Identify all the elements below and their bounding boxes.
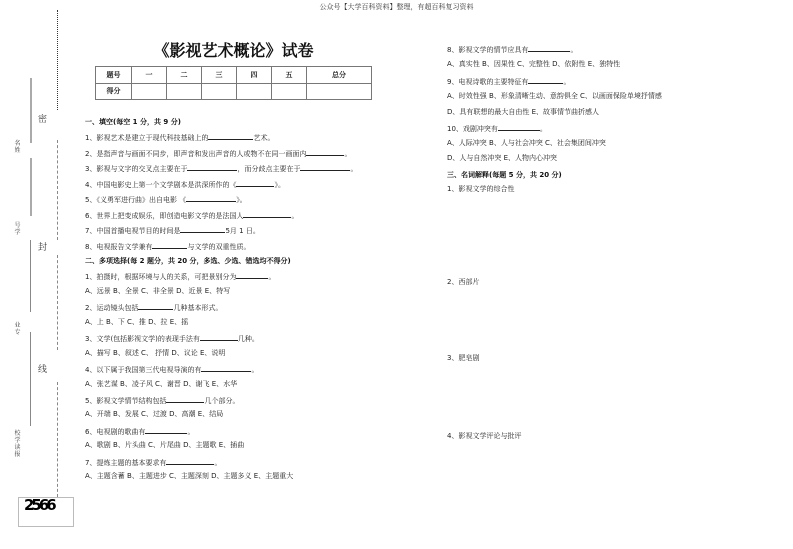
question [85,302,222,313]
answer-blank[interactable] [200,333,238,341]
score-cell[interactable] [272,83,307,100]
exam-title: 《影视艺术概论》试卷 [153,41,314,60]
question-text: 8、电视报告文学兼有 [85,243,153,251]
question [85,241,250,252]
question-text: 3、影视与文字的交叉点主要在于 [85,165,188,173]
answer-blank[interactable] [166,395,204,403]
question-text: 3、文学(包括影视文学)的表现手法有 [85,335,200,343]
answer-blank[interactable] [201,364,251,372]
question-text: A、歌剧 B、片头曲 C、片尾曲 D、主题歌 E、插曲 [85,441,245,449]
question [85,333,259,344]
section-heading: 二、多项选择(每 2 题分，共 20 分，多选、少选、错选均不得分) [85,257,291,265]
question-text: 。 [268,273,276,281]
cell: 五 [272,67,307,84]
question-text: 。 [291,212,299,220]
question-text: 6、世界上把变成娱乐，即创造电影文学的是法国人 [85,212,244,220]
question-text: 。 [350,165,358,173]
answer-blank[interactable] [208,132,253,140]
seal-char-feng: 封 [38,243,48,253]
question-text: 7、提炼主题的基本要求有 [85,459,167,467]
cell: 总分 [307,67,372,84]
question-text: 艺术。 [253,134,275,142]
cell: 四 [237,67,272,84]
fill-line-id [30,240,31,312]
question-text: D、具有联想的最大自由性 E、故事情节曲折感人 [447,108,600,116]
label-student-id: 号学 [14,222,21,236]
question [85,225,260,236]
page-number: 2566 [24,496,54,514]
question-text: A、主题含蓄 B、主题进步 C、主题深刻 D、主题多义 E、主题重大 [85,472,294,480]
seal-line-dashed [57,255,58,350]
question-text: 1、影视艺术是建立于现代科技基础上的 [85,134,209,142]
question-text: 。 [187,428,195,436]
question-text: 2、是指声音与画面不同步，即声音和发出声音的人或物不在同一画面内 [85,150,307,158]
question-text: 1、影视文学的综合性 [447,185,515,193]
question-text: 2、西部片 [447,278,480,286]
score-cell[interactable] [167,83,202,100]
answer-blank[interactable] [152,241,187,249]
score-table [95,66,372,100]
label-major: 业专 [14,322,21,336]
answer-blank[interactable] [498,123,540,131]
question [85,457,221,468]
answer-blank[interactable] [236,271,268,279]
fill-line-name [30,78,32,143]
answer-blank[interactable] [300,163,350,171]
question-text: A、描写 B、叙述 C、 抒情 D、议论 E、说明 [85,349,226,357]
score-cell[interactable] [307,83,372,100]
question [85,271,275,282]
question [85,210,298,221]
fill-line-name [30,158,32,216]
question-text: 5月 1 日。 [225,227,260,235]
question-text: A、人际冲突 B、人与社会冲突 C、社会集团间冲突 [447,139,606,147]
question-text: 10、戏剧冲突有 [447,125,498,133]
score-cell[interactable] [202,83,237,100]
question-text: 。 [539,125,547,133]
page-header: 公众号【大学百科资料】整理，有超百科复习资料 [319,3,474,11]
answer-blank[interactable] [187,163,237,171]
answer-blank[interactable] [145,426,187,434]
score-cell[interactable] [237,83,272,100]
question-text: 几种基本形式。 [173,304,223,312]
label-name: 名姓 [14,140,21,154]
question-text: A、开端 B、发展 C、过渡 D、高潮 E、结局 [85,410,224,418]
question-text: 几种。 [237,335,259,343]
answer-blank[interactable] [186,194,236,202]
question-text: 9、电视诗歌的主要特征有 [447,78,529,86]
question [85,364,258,375]
question-text: A、远景 B、全景 C、非全景 D、近景 E、特写 [85,287,231,295]
question [85,194,247,205]
score-table-score-row [96,83,372,100]
answer-blank[interactable] [528,76,563,84]
cell: 题号 [96,67,132,84]
question-text: 2、运动镜头包括 [85,304,139,312]
cell: 一 [132,67,167,84]
question-text: 。 [251,366,259,374]
cell: 三 [202,67,237,84]
question-text: 。 [214,459,222,467]
section-heading: 一、填空(每空 1 分，共 9 分) [85,118,181,126]
question [85,179,285,190]
question [85,163,357,174]
question [85,395,239,406]
seal-line-dotted [57,10,58,110]
cell: 二 [167,67,202,84]
question-text: 3、肥皂剧 [447,354,480,362]
cell: 得分 [96,83,132,100]
answer-blank[interactable] [528,44,570,52]
question [447,123,547,134]
question-text: A、真实性 B、因果性 C、完整性 D、依附性 E、独特性 [447,60,621,68]
question [85,426,194,437]
question-text: 1、拍摄时，根据环境与人的关系，可把景别分为 [85,273,237,281]
answer-blank[interactable] [166,457,214,465]
question-text: 7、中国首播电视节目的时间是 [85,227,181,235]
score-table-header-row [96,67,372,84]
answer-blank[interactable] [236,179,274,187]
question-text: 》。 [236,196,247,204]
question-text: 4、影视文学评论与批评 [447,432,522,440]
question-text: 5、影视文学情节结构包括 [85,397,167,405]
seal-line-dashed [57,382,58,497]
question-text: 》。 [274,181,285,189]
question-text: 5、《义勇军进行曲》出自电影 《 [85,196,187,204]
question-text: 6、电视剧的歌曲有 [85,428,146,436]
answer-blank[interactable] [243,210,291,218]
question-text: ，而分歧点主要在于 [237,165,301,173]
question-text: D、人与自然冲突 E、人物内心冲突 [447,154,558,162]
question [447,76,570,87]
seal-char-mi: 密 [38,115,48,125]
question-text: 4、以下属于我国第三代电视导演的有 [85,366,202,374]
question-text: 。 [344,150,352,158]
question-text: A、张艺谋 B、凌子风 C、谢晋 D、谢飞 E、水华 [85,380,238,388]
question [447,44,577,55]
section-heading: 三、名词解释(每题 5 分，共 20 分) [447,171,562,179]
question [85,148,351,159]
question-text: 。 [563,78,571,86]
question-text: 8、影视文学的情节应具有 [447,46,529,54]
seal-char-xian: 线 [38,365,48,375]
question-text: A、上 B、下 C、推 D、拉 E、摇 [85,318,189,326]
question [85,132,274,143]
answer-blank[interactable] [306,148,344,156]
seal-line-dashed [57,140,58,240]
question-text: 4、中国电影史上第一个文学剧本是洪深所作的《 [85,181,237,189]
fill-line-major [30,332,31,426]
question-text: 与文学的双重性质。 [187,243,251,251]
question-text: A、时效性强 B、形象清晰生动、意韵俱全 C、以画面保险单境抒情感 [447,92,662,100]
question-text: 几个部分。 [204,397,240,405]
question-text: 。 [570,46,578,54]
label-school: 校学读报 [14,430,21,458]
score-cell[interactable] [132,83,167,100]
answer-blank[interactable] [138,302,173,310]
answer-blank[interactable] [180,225,225,233]
